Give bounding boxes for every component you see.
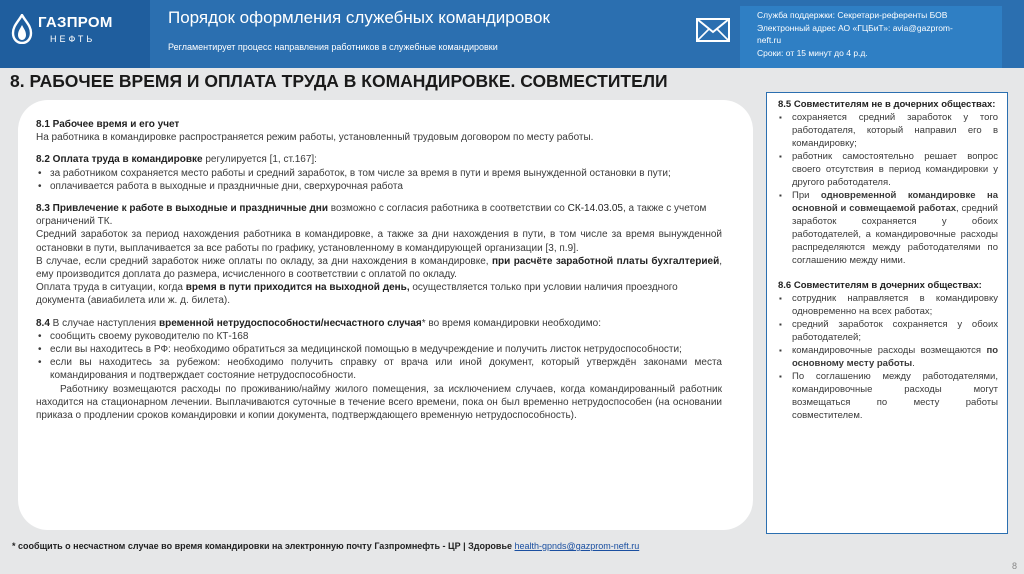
gazprom-neft-logo [10, 10, 120, 56]
list-item: • если вы находитесь за рубежом: необходимо получить справку от врача или иной документ, который утверждён законами места командирования и подтверждает состояние нетрудоспособности. [36, 356, 722, 382]
mail-icon[interactable] [696, 18, 730, 42]
section-8-6-heading: 8.6 Совместителям в дочерних обществах: [778, 280, 982, 291]
page-title: Порядок оформления служебных командировок [168, 8, 550, 27]
list-item: • сообщить своему руководителю по КТ-168 [36, 330, 722, 343]
section-8-3-paragraph: В случае, если средний заработок ниже оплаты по окладу, за дни нахождения в командировке, при расчёте заработной платы бухгалтерией, ему производится доплата до размера, исчисленного в соответствии с оплатой по окладу. [36, 255, 722, 281]
support-line: Служба поддержки: Секретари-референты БОВ [757, 10, 948, 20]
logo-main-text: ГАЗПРОМ [38, 14, 113, 31]
section-8-1-heading: 8.1 Рабочее время и его учет [36, 119, 180, 130]
support-info [757, 9, 953, 59]
main-content [36, 118, 722, 422]
section-8-2-heading: 8.2 Оплата труда в командировке регулируется [1, ст.167]: [36, 154, 317, 166]
flame-icon [10, 14, 34, 44]
page-subtitle: Регламентирует процесс направления работников в служебные командировки [168, 42, 498, 52]
section-title: 8. РАБОЧЕЕ ВРЕМЯ И ОПЛАТА ТРУДА В КОМАНДИРОВКЕ. СОВМЕСТИТЕЛИ [10, 71, 668, 91]
list-item: ▪ командировочные расходы возмещаются по основному месту работы. [778, 344, 998, 370]
logo-sub-text: НЕФТЬ [50, 34, 96, 44]
section-8-6-list [778, 292, 998, 422]
standard-reference-link[interactable]: СК-14.03.05 [567, 203, 623, 215]
section-8-4-heading: 8.4 В случае наступления временной нетрудоспособности/несчастного случая* во время командировки необходимо: [36, 317, 601, 329]
section-8-2-list [36, 167, 722, 193]
list-item: ▪ При одновременной командировке на основной и совмещаемой работах, средний заработок сохраняется у обоих работодателей, а командировочные расходы распределяются между работодателями по соглашению между ними. [778, 189, 998, 267]
section-8-3-paragraph: Средний заработок за период нахождения работника в командировке, а также за дни нахождения в пути, в том числе за время вынужденной остановки в пути, выплачивается за все работы по графику, установленному в командирующей организации [3, п.9]. [36, 229, 722, 254]
side-panel-content [778, 98, 998, 422]
section-8-5-heading: 8.5 Совместителям не в дочерних обществах: [778, 99, 996, 110]
list-item: ▪ средний заработок сохраняется у обоих работодателей; [778, 318, 998, 344]
support-time: Сроки: от 15 минут до 4 р.д. [757, 47, 868, 58]
list-item: • за работником сохраняется место работы и средний заработок, в том числе за время в пути и время вынужденной остановки в пути; [36, 167, 722, 180]
section-8-1-text: На работника в командировке распространяется режим работы, установленный трудовым договором по месту работы. [36, 132, 594, 144]
list-item: • если вы находитесь в РФ: необходимо обратиться за медицинской помощью в медучреждение и получить листок нетрудоспособности; [36, 343, 722, 356]
section-8-4-paragraph: Работнику возмещаются расходы по проживанию/найму жилого помещения, за исключением случаев, когда командированный работник находится на стационарном лечении. Выплачиваются суточные в течение всего времени, пока он был временно нетрудоспособен (на основании приказа о продлении сроков командировки и копии документа, подтверждающего временную нетрудоспособность). [36, 383, 722, 422]
list-item: • оплачивается работа в выходные и праздничные дни, сверхурочная работа [36, 180, 722, 193]
section-8-5-list [778, 111, 998, 267]
page-number: 8 [1012, 561, 1018, 571]
footnote: * сообщить о несчастном случае во время командировки на электронную почту Газпромнефть - ЦР | Здоровье health-gpnds@gazprom-neft.ru [12, 541, 640, 551]
section-8-3-heading: 8.3 Привлечение к работе в выходные и праздничные дни возможно с согласия работника в соответствии со СК-14.03.05, а также с учетом ограничений ТК. [36, 203, 707, 228]
section-8-4-list [36, 330, 722, 383]
list-item: ▪ сотрудник направляется в командировку одновременно на всех работах; [778, 292, 998, 318]
health-email-link[interactable]: health-gpnds@gazprom-neft.ru [514, 541, 640, 551]
section-8-3-paragraph: Оплата труда в ситуации, когда время в пути приходится на выходной день, осуществляется только при условии наличия проездного документа (авиабилета или ж. д. билета). [36, 282, 678, 307]
list-item: ▪ сохраняется средний заработок у того работодателя, который направил его в командировку; [778, 111, 998, 150]
support-email-line: Электронный адрес АО «ГЦБиТ»: avia@gazprom- [757, 22, 953, 33]
list-item: ▪ По соглашению между работодателями, командировочные расходы могут возмещаться по месту работы совместителем. [778, 370, 998, 422]
support-email-line-2: neft.ru [757, 35, 782, 45]
list-item: ▪ работник самостоятельно решает вопрос своего отсутствия в период командировки у другого работодателя. [778, 150, 998, 189]
